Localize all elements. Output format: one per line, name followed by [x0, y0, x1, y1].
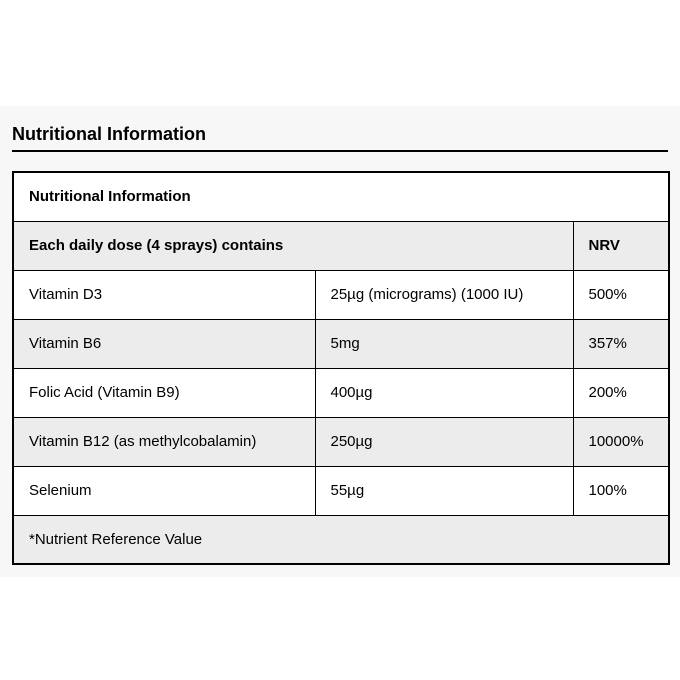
- dose-header-cell: Each daily dose (4 sprays) contains: [13, 221, 573, 270]
- nutrient-nrv-cell: 500%: [573, 270, 669, 319]
- nutrient-nrv-cell: 100%: [573, 466, 669, 515]
- nutrient-amount-cell: 55µg: [315, 466, 573, 515]
- nutrient-nrv-cell: 200%: [573, 368, 669, 417]
- nutrient-name-cell: Folic Acid (Vitamin B9): [13, 368, 315, 417]
- table-title-row: [13, 172, 669, 221]
- page-title: Nutritional Information: [12, 123, 668, 152]
- nutrient-amount-cell: 25µg (micrograms) (1000 IU): [315, 270, 573, 319]
- nutrition-section: [0, 106, 680, 577]
- table-row: [13, 368, 669, 417]
- nutrient-amount-cell: 5mg: [315, 319, 573, 368]
- footnote-cell: *Nutrient Reference Value: [13, 515, 669, 564]
- table-row: [13, 466, 669, 515]
- table-row: [13, 417, 669, 466]
- nutrient-name-cell: Vitamin B12 (as methylcobalamin): [13, 417, 315, 466]
- nutrient-name-cell: Selenium: [13, 466, 315, 515]
- table-title: Nutritional Information: [13, 172, 669, 221]
- table-footnote-row: [13, 515, 669, 564]
- nutrition-table: [12, 171, 670, 565]
- nutrient-nrv-cell: 10000%: [573, 417, 669, 466]
- nutrient-amount-cell: 250µg: [315, 417, 573, 466]
- nutrient-name-cell: Vitamin D3: [13, 270, 315, 319]
- table-row: [13, 319, 669, 368]
- nutrient-amount-cell: 400µg: [315, 368, 573, 417]
- nutrient-name-cell: Vitamin B6: [13, 319, 315, 368]
- nutrient-nrv-cell: 357%: [573, 319, 669, 368]
- table-row: [13, 270, 669, 319]
- table-header-row: [13, 221, 669, 270]
- nrv-header-cell: NRV: [573, 221, 669, 270]
- top-spacer: [0, 0, 680, 106]
